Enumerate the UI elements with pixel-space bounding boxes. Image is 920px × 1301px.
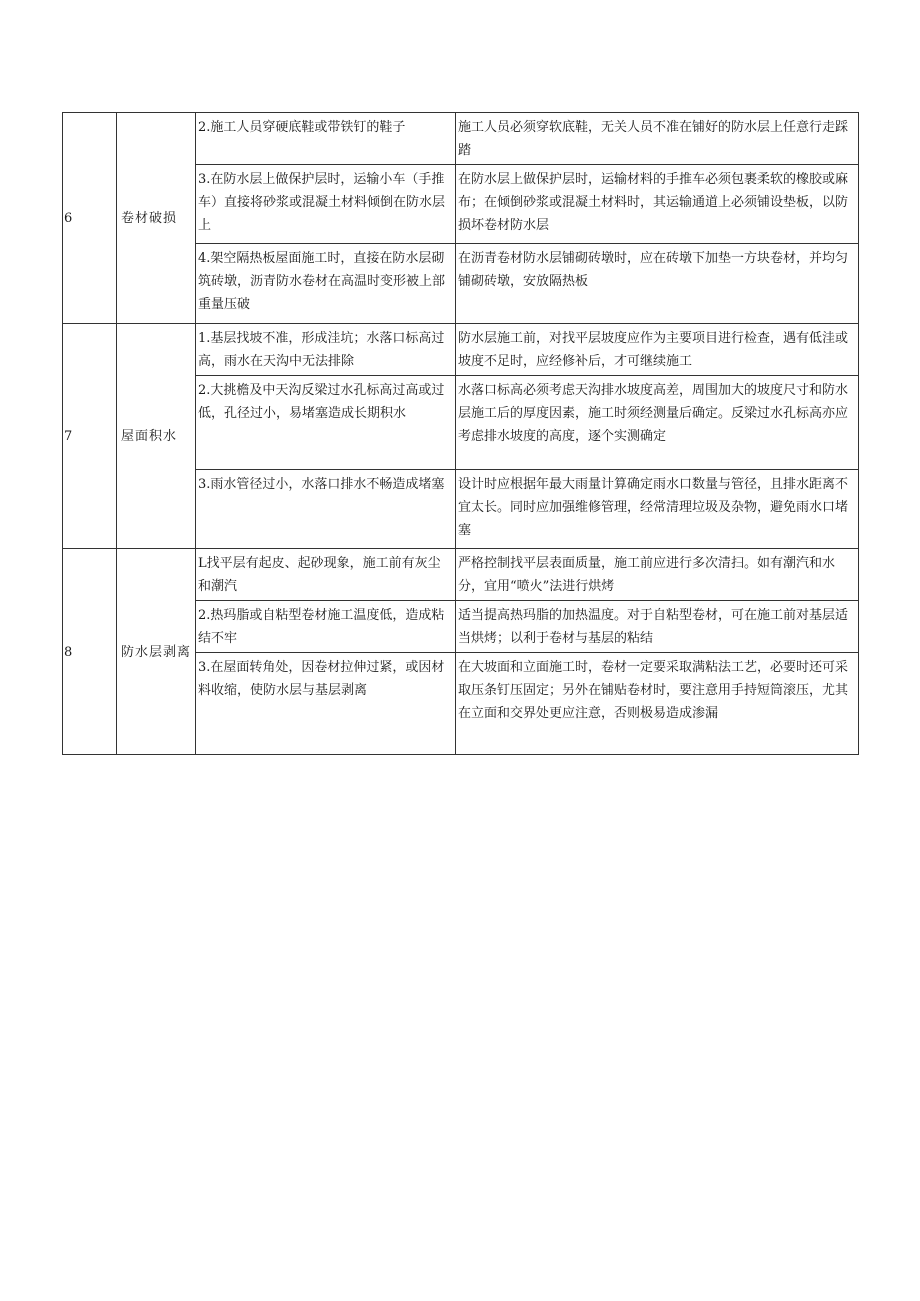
item-number: 6 — [63, 113, 117, 324]
cause-cell: 3.在屋面转角处，因卷材拉伸过紧，或因材料收缩，使防水层与基层剥离 — [196, 653, 456, 755]
table-body — [63, 113, 859, 755]
defects-table — [62, 112, 859, 755]
defect-category: 卷材破损 — [117, 113, 196, 324]
table-row — [63, 324, 859, 376]
item-number: 8 — [63, 549, 117, 755]
cause-cell: 4.架空隔热板屋面施工时，直接在防水层砌筑砖墩，沥青防水卷材在高温时变形被上部重量压破 — [196, 244, 456, 324]
measure-cell: 在防水层上做保护层时，运输材料的手推车必须包裹柔软的橡胶或麻布；在倾倒砂浆或混凝土材料时，其运输通道上必须铺设垫板，以防损坏卷材防水层 — [456, 165, 859, 244]
cause-cell: 3.雨水管径过小，水落口排水不畅造成堵塞 — [196, 470, 456, 549]
measure-cell: 在大坡面和立面施工时，卷材一定要采取满粘法工艺，必要时还可采取压条钉压固定；另外在铺贴卷材时，要注意用手持短筒滚压，尤其在立面和交界处更应注意，否则极易造成渗漏 — [456, 653, 859, 755]
defect-category: 屋面积水 — [117, 324, 196, 549]
table-row — [63, 549, 859, 601]
cause-cell: 3.在防水层上做保护层时，运输小车（手推车）直接将砂浆或混凝土材料倾倒在防水层上 — [196, 165, 456, 244]
measure-cell: 严格控制找平层表面质量，施工前应进行多次清扫。如有潮汽和水分，宜用“喷火”法进行烘烤 — [456, 549, 859, 601]
measure-cell: 设计时应根据年最大雨量计算确定雨水口数量与管径，且排水距离不宜太长。同时应加强维修管理，经常清理垃圾及杂物，避免雨水口堵塞 — [456, 470, 859, 549]
measure-cell: 水落口标高必须考虑天沟排水坡度高差，周围加大的坡度尺寸和防水层施工后的厚度因素，施工时须经测量后确定。反梁过水孔标高亦应考虑排水坡度的高度，逐个实测确定 — [456, 376, 859, 470]
measure-cell: 防水层施工前，对找平层坡度应作为主要项目进行检查，遇有低洼或坡度不足时，应经修补后，才可继续施工 — [456, 324, 859, 376]
cause-cell: 2.大挑檐及中天沟反梁过水孔标高过高或过低，孔径过小，易堵塞造成长期积水 — [196, 376, 456, 470]
cause-cell: L找平层有起皮、起砂现象，施工前有灰尘和潮汽 — [196, 549, 456, 601]
measure-cell: 施工人员必须穿软底鞋，无关人员不准在铺好的防水层上任意行走踩踏 — [456, 113, 859, 165]
cause-cell: 2.施工人员穿硬底鞋或带铁钉的鞋子 — [196, 113, 456, 165]
measure-cell: 在沥青卷材防水层铺砌砖墩时，应在砖墩下加垫一方块卷材，并均匀铺砌砖墩，安放隔热板 — [456, 244, 859, 324]
item-number: 7 — [63, 324, 117, 549]
cause-cell: 1.基层找坡不准，形成洼坑；水落口标高过高，雨水在天沟中无法排除 — [196, 324, 456, 376]
measure-cell: 适当提高热玛脂的加热温度。对于自粘型卷材，可在施工前对基层适当烘烤；以利于卷材与基层的粘结 — [456, 601, 859, 653]
cause-cell: 2.热玛脂或自粘型卷材施工温度低，造成粘结不牢 — [196, 601, 456, 653]
defect-category: 防水层剥离 — [117, 549, 196, 755]
table-row — [63, 113, 859, 165]
